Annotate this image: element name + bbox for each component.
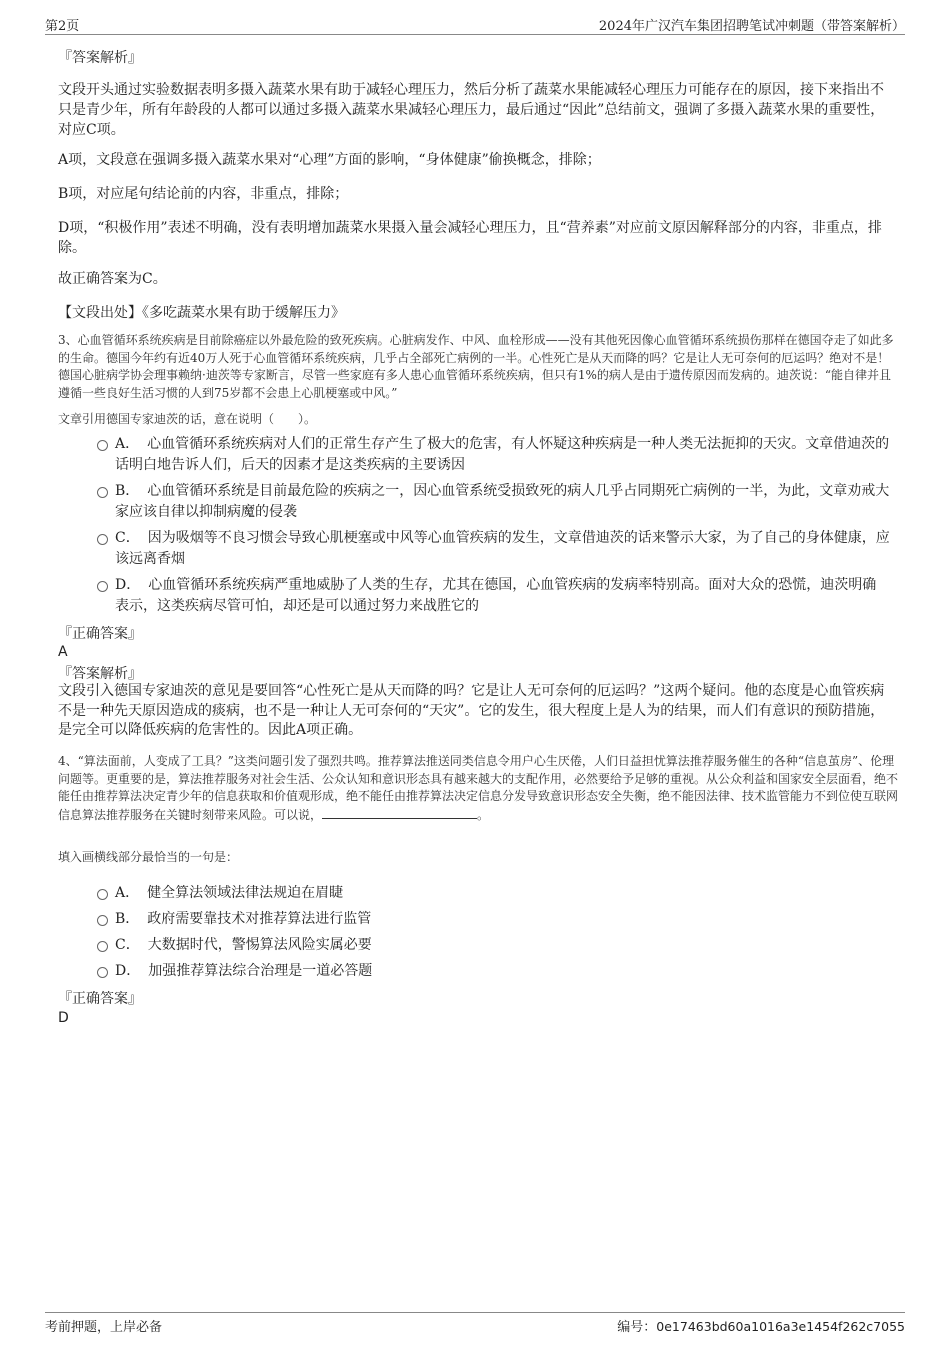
q3-answer: A: [58, 644, 68, 660]
q4-answer-heading: 『正确答案』: [58, 991, 142, 1007]
page-header: [45, 14, 905, 35]
q2-source: 【文段出处】《多吃蔬菜水果有助于缓解压力》: [58, 305, 345, 321]
q3-stem: 3、心血管循环系统疾病是目前除癌症以外最危险的致死疾病。心脏病发作、中风、血栓形成——没有其他死因像心血管循环系统损伤那样在德国夺走了如此多的生命。德国今年约有近40万人死于心血管循环系统疾病，几乎占全部死亡病例的一半。心性死亡是从天而降的吗？它是让人无可奈何的厄运吗？绝对不是！德国心脏病学协会理事赖纳·迪茨等专家断言，尽管一些家庭有多人患心血管循环系统疾病，但只有1%的病人是由于遗传原因而发病的。迪茨说：“能自律并且遵循一些良好生活习惯的人到75岁都不会患上心肌梗塞或中风。”: [58, 333, 894, 400]
radio-icon[interactable]: [97, 889, 108, 900]
document-title: 2024年广汉汽车集团招聘笔试冲刺题（带答案解析）: [598, 19, 905, 34]
q2-analysis-item-b: B项，对应尾句结论前的内容，非重点，排除；: [58, 186, 349, 202]
q3-option-b[interactable]: B． 心血管循环系统是目前最危险的疾病之一，因心血管系统受损致死的病人几乎占同期死亡病例的一半，为此，文章劝戒大家应该自律以抑制病魔的侵袭: [95, 481, 890, 523]
q2-analysis-para: 文段开头通过实验数据表明多摄入蔬菜水果有助于减轻心理压力，然后分析了蔬菜水果能减轻心理压力可能存在的原因，接下来指出不只是青少年，所有年龄段的人都可以通过多摄入蔬菜水果减轻心理压力，最后通过“因此”总结前文，强调了多摄入蔬菜水果的重要性，对应C项。: [58, 82, 885, 138]
q2-conclusion: 故正确答案为C。: [58, 271, 167, 287]
q4-answer: D: [58, 1010, 69, 1026]
q4-options: [95, 883, 890, 987]
q4-option-b[interactable]: B． 政府需要靠技术对推荐算法进行监管: [95, 909, 890, 930]
q4-option-c[interactable]: C． 大数据时代，警惕算法风险实属必要: [95, 935, 890, 956]
q4-option-d[interactable]: D． 加强推荐算法综合治理是一道必答题: [95, 961, 890, 982]
radio-icon[interactable]: [97, 440, 108, 451]
q4-question: 填入画横线部分最恰当的一句是：: [58, 850, 239, 864]
q3-option-a[interactable]: A． 心血管循环系统疾病对人们的正常生存产生了极大的危害，有人怀疑这种疾病是一种人类无法扼抑的天灾。文章借迪茨的话明白地告诉人们，后天的因素才是这类疾病的主要诱因: [95, 434, 890, 476]
q3-answer-heading: 『正确答案』: [58, 626, 142, 642]
q4-option-a[interactable]: A． 健全算法领域法律法规迫在眉睫: [95, 883, 890, 904]
radio-icon[interactable]: [97, 534, 108, 545]
radio-icon[interactable]: [97, 487, 108, 498]
q2-analysis-item-a: A项，文段意在强调多摄入蔬菜水果对“心理”方面的影响，“身体健康”偷换概念，排除；: [58, 152, 601, 168]
page-number: 第2页: [45, 19, 80, 34]
radio-icon[interactable]: [97, 941, 108, 952]
radio-icon[interactable]: [97, 915, 108, 926]
q4-stem: 4、“算法面前，人变成了工具？”这类问题引发了强烈共鸣。推荐算法推送同类信息令用户心生厌倦，人们日益担忧算法推荐服务催生的各种“信息茧房”、伦理问题等。更重要的是，算法推荐服务对社会生活、公众认知和意识形态具有越来越大的支配作用，必然要给予足够的重视。从公众利益和国家安全层面看，绝不能任由推荐算法决定青少年的信息获取和价值观形成，绝不能任由推荐算法决定信息分发导致意识形态安全失衡，绝不能因法律、技术监管能力不到位使互联网信息算法推荐服务在关键时刻带来风险。可以说， 。: [58, 754, 899, 822]
page-footer: [45, 1312, 905, 1333]
q3-question: 文章引用德国专家迪茨的话，意在说明（ ）。: [58, 412, 317, 426]
fill-blank-line: [322, 806, 477, 819]
q3-option-d[interactable]: D． 心血管循环系统疾病严重地威胁了人类的生存，尤其在德国，心血管疾病的发病率特别高。面对大众的恐慌，迪茨明确表示，这类疾病尽管可怕，却还是可以通过努力来战胜它的: [95, 575, 890, 617]
q2-analysis-heading: 『答案解析』: [58, 50, 142, 66]
footer-slogan: 考前押题，上岸必备: [45, 1320, 163, 1335]
q2-analysis-item-d: D项，“积极作用”表述不明确，没有表明增加蔬菜水果摄入量会减轻心理压力，且“营养素”对应前文原因解释部分的内容，非重点，排除。: [58, 220, 882, 256]
q3-analysis-heading: 『答案解析』: [58, 666, 142, 682]
radio-icon[interactable]: [97, 581, 108, 592]
q3-analysis: 文段引入德国专家迪茨的意见是要回答“心性死亡是从天而降的吗？它是让人无可奈何的厄运吗？”这两个疑问。他的态度是心血管疾病不是一种先天原因造成的痰病，也不是一种让人无可奈何的“天灾”。它的发生，很大程度上是人为的结果，而人们有意识的预防措施，是完全可以降低疾病的危害性的。因此A项正确。: [58, 683, 885, 738]
radio-icon[interactable]: [97, 967, 108, 978]
q3-option-c[interactable]: C． 因为吸烟等不良习惯会导致心肌梗塞或中风等心血管疾病的发生，文章借迪茨的话来警示大家，为了自己的身体健康，应该远离香烟: [95, 528, 890, 570]
footer-code: 编号：0e17463bd60a1016a3e1454f262c7055: [617, 1319, 905, 1335]
q3-options: [95, 434, 890, 622]
